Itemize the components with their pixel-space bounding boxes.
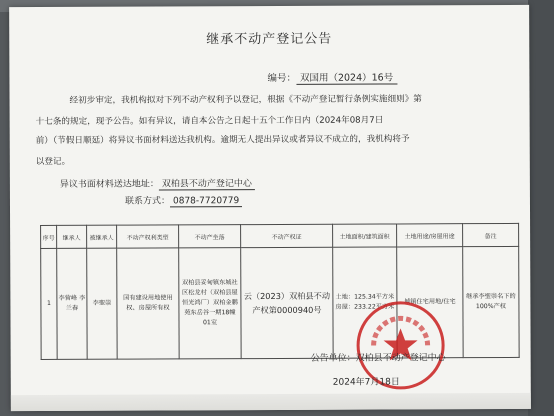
cell-certificate: 云（2023）双柏县不动产权第0000940号 — [241, 247, 333, 358]
background-right — [528, 0, 554, 416]
announcer-value: 双柏县不动产登记中心 — [355, 353, 446, 364]
table-header: 不动产坐落 — [179, 225, 241, 248]
phone-value: 0878-7720779 — [170, 196, 242, 207]
table-header: 土地面积/建筑面积 — [333, 224, 397, 247]
address-label: 异议书面材料送达地址： — [59, 179, 159, 190]
table-header: 被继承人 — [87, 225, 117, 248]
paragraph-line-2 — [36, 115, 384, 129]
paragraph-line-3: 前）（节假日顺延）将异议书面材料送达我机构。逾期无人提出异议或者异议不成立的，我机构将予 — [35, 134, 410, 147]
cell-location: 双柏县妥甸镇东城社区松龙村（双柏县屋恒光鸿厂）双柏金鹏苑东岳谷一期18幢01室 — [179, 248, 241, 359]
cell-right-type: 国有建设用地使用权、房屋所有权 — [117, 248, 179, 359]
table-header: 序号 — [41, 225, 57, 248]
table-header: 备注 — [463, 223, 519, 246]
cell-deceased: 李聖崇 — [87, 248, 117, 359]
number-value: 双国用（2024）16号 — [296, 72, 397, 84]
table-header-row — [41, 223, 519, 248]
paragraph-line-1: 经初步审定，我机构拟对下列不动产权利予以登记，根据《不动产登记暂行条例实施细则》第 — [69, 94, 422, 106]
table-header: 土地用途/房屋用途 — [397, 224, 463, 247]
notice-number — [267, 69, 397, 84]
cell-usage: 城镇住宅用地/住宅 — [397, 247, 463, 358]
notice-date: 2024年7月18日 — [332, 377, 400, 388]
paragraph-line-4: 以登记。 — [35, 156, 71, 168]
notice-title: 继承不动产登记公告 — [206, 31, 333, 48]
paragraph-line-2-text: 十七条的规定，现予公告。如有异议，请自本公告之日起十五个工作日内（ — [35, 115, 320, 128]
deadline-date: 2024年08月7日 — [319, 115, 384, 126]
announcer — [311, 350, 446, 364]
cell-index: 1 — [41, 248, 57, 359]
objection-address — [60, 176, 255, 190]
contact-phone — [125, 193, 242, 207]
table-header: 继承人 — [57, 225, 87, 248]
table-header: 不动产权证 — [241, 224, 333, 247]
tape-strip — [11, 393, 531, 411]
table-row — [41, 246, 519, 359]
announcer-label: 公告单位： — [310, 353, 356, 364]
property-table — [40, 223, 520, 360]
notice-paper — [9, 5, 531, 411]
cell-remark: 继承李聖崇名下的100%产权 — [463, 246, 519, 357]
cell-area: 土地：125.34平方米 房屋：233.22平方米 — [333, 247, 397, 358]
phone-label: 联系方式： — [124, 196, 171, 207]
number-prefix: 编号： — [267, 72, 296, 85]
address-value: 双柏县不动产登记中心 — [159, 179, 255, 190]
cell-heirs: 李营峰 李兰春 — [57, 248, 87, 359]
table-header: 不动产权利类型 — [117, 225, 179, 248]
